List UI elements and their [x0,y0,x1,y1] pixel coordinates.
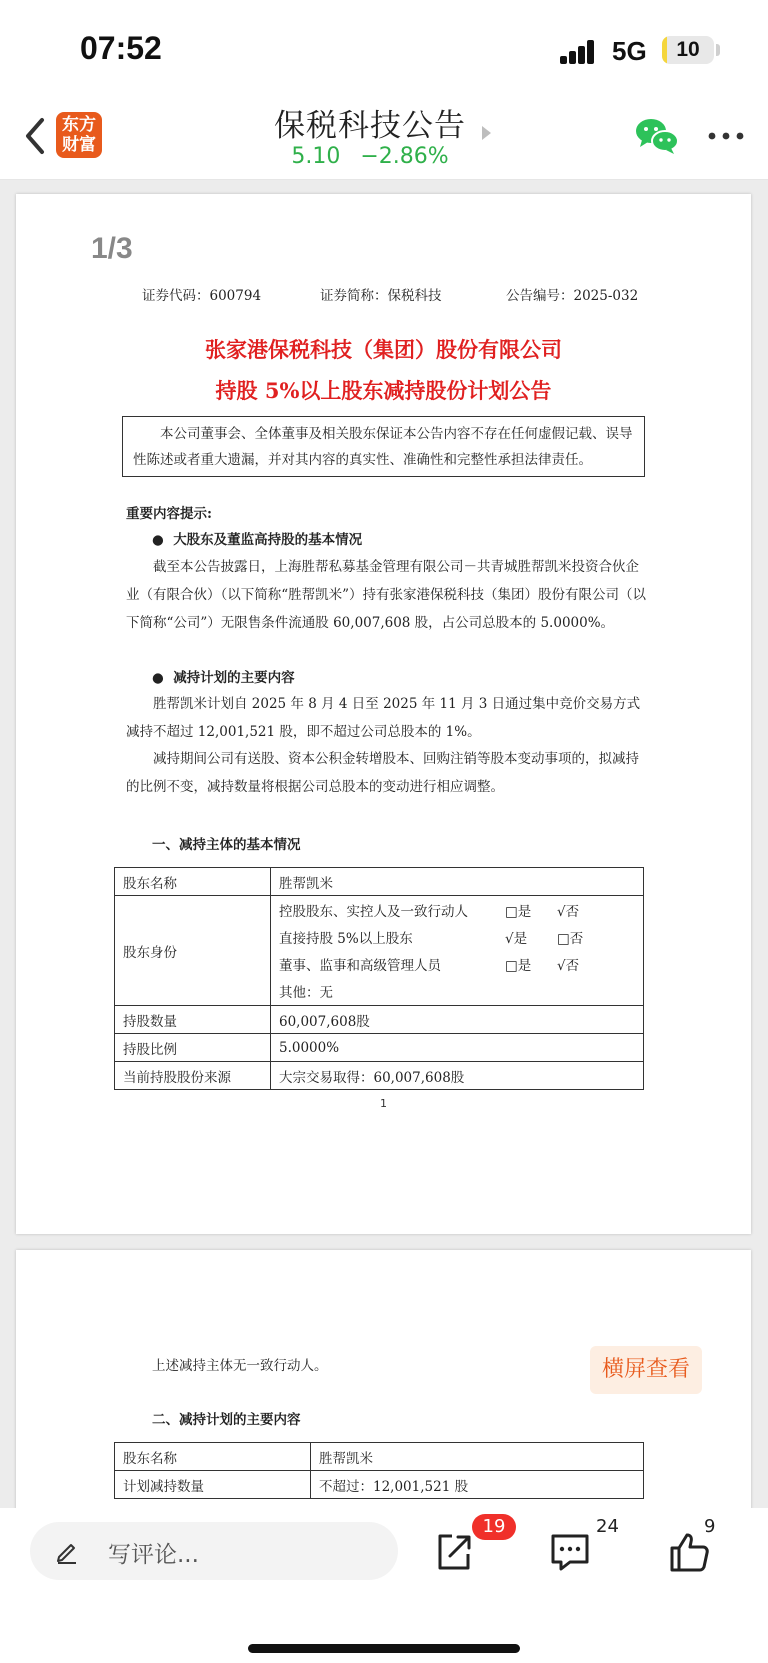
identity-cell [271,896,644,1006]
stock-change: −2.86% [360,144,449,169]
table-row [115,896,644,1006]
plan-table [114,1442,644,1499]
share-badge: 19 [472,1514,516,1540]
wechat-share-icon[interactable] [634,116,680,156]
table-row [115,1471,644,1499]
table-cell: 胜帮凯米 [311,1443,644,1471]
logo-text-top: 东方 [62,115,96,135]
comment-icon[interactable] [548,1530,592,1574]
disclaimer-box: 本公司董事会、全体董事及相关股东保证本公告内容不存在任何虚假记载、误导性陈述或者重大遗漏，并对其内容的真实性、准确性和完整性承担法律责任。 [122,416,645,477]
share-icon[interactable] [432,1530,476,1574]
cellular-signal-icon [560,40,602,64]
table-row [115,1006,644,1034]
stock-quote[interactable] [0,144,740,169]
identity-line [279,924,635,951]
document-page-1 [16,194,751,1234]
identity-label: 董事、监事和高级管理人员 [279,958,441,974]
identity-label: 直接持股 5%以上股东 [279,931,413,947]
table-cell: 计划减持数量 [115,1471,311,1499]
table-cell: 股东名称 [115,1443,311,1471]
table-row [115,1443,644,1471]
stock-price: 5.10 [291,144,341,169]
identity-yes: □是 [505,958,532,974]
like-count: 9 [704,1516,716,1537]
home-indicator [248,1644,520,1653]
table-cell: 不超过：12,001,521 股 [311,1471,644,1499]
bullet-plan-text: 减持计划的主要内容 [173,670,295,686]
play-arrow-icon[interactable] [482,126,491,140]
identity-other: 其他：无 [279,985,333,1001]
table-cell: 当前持股股份来源 [115,1062,271,1090]
more-icon[interactable] [706,128,746,142]
table-cell: 股东名称 [115,868,271,896]
identity-line [279,951,635,978]
table-cell: 5.0000% [271,1034,644,1062]
holding-paragraph: 截至本公告披露日，上海胜帮私募基金管理有限公司－共青城胜帮凯米投资合伙企业（有限合伙）（以下简称“胜帮凯米”）持有张家港保税科技（集团）股份有限公司（以下简称“公司”）无限售条件流通股 60,007,608 股，占公司总股本的 5.0000%。 [126,559,647,631]
document-viewer[interactable] [0,180,768,1510]
bottom-action-bar [0,1508,768,1663]
comment-input[interactable] [30,1522,398,1580]
no-concert-parties-text: 上述减持主体无一致行动人。 [152,1358,328,1374]
battery-icon [662,36,714,64]
identity-label: 控股股东、实控人及一致行动人 [279,904,468,920]
bullet-holding: ● 大股东及董监高持股的基本情况 [152,532,363,548]
battery-level: 10 [676,38,700,61]
network-type: 5G [612,36,647,66]
identity-yes: □是 [505,904,532,920]
table-cell: 60,007,608股 [271,1006,644,1034]
identity-no: √否 [557,958,580,974]
status-bar [0,0,768,100]
page-title: 保税科技公告 [274,108,466,144]
plan-paragraph: 胜帮凯米计划自 2025 年 8 月 4 日至 2025 年 11 月 3 日通过集中竞价交易方式减持不超过 12,001,521 股，即不超过公司总股本的 1%。 [126,696,641,740]
identity-line [279,897,635,924]
table-cell: 持股比例 [115,1034,271,1062]
battery-tip [716,44,720,56]
clock: 07:52 [80,30,162,66]
table-cell: 胜帮凯米 [271,868,644,896]
security-code: 证券代码：600794 [142,288,262,304]
table-row [115,868,644,896]
page-indicator: 1/3 [91,232,133,265]
table-cell: 大宗交易取得：60,007,608股 [271,1062,644,1090]
logo-text-bottom: 财富 [62,135,96,155]
document-title-line1: 张家港保税科技（集团）股份有限公司 [205,337,562,362]
section-2-heading: 二、减持计划的主要内容 [152,1412,301,1428]
key-points-heading: 重要内容提示: [126,506,212,522]
nav-bar [0,96,768,180]
identity-yes: √是 [505,931,528,947]
table-row [115,1062,644,1090]
security-short-name: 证券简称：保税科技 [320,288,442,304]
pen-icon [54,1538,80,1564]
bullet-holding-text: 大股东及董监高持股的基本情况 [173,532,363,548]
table-row [115,1034,644,1062]
table-cell: 持股数量 [115,1006,271,1034]
comment-count: 24 [596,1516,619,1537]
adjustment-paragraph: 减持期间公司有送股、资本公积金转增股本、回购注销等股本变动事项的，拟减持的比例不变，减持数量将根据公司总股本的变动进行相应调整。 [126,751,639,795]
comment-placeholder: 写评论... [108,1542,199,1568]
landscape-view-button[interactable]: 横屏查看 [590,1346,702,1394]
shareholder-table [114,867,644,1090]
announcement-number: 公告编号：2025-032 [506,288,639,304]
identity-no: √否 [557,904,580,920]
page-footer-number: 1 [380,1097,387,1110]
identity-no: □否 [557,931,584,947]
table-cell: 股东身份 [115,896,271,1006]
document-title-line2: 持股 5%以上股东减持股份计划公告 [215,378,552,403]
bullet-plan: ● 减持计划的主要内容 [152,670,295,686]
section-1-heading: 一、减持主体的基本情况 [152,837,301,853]
